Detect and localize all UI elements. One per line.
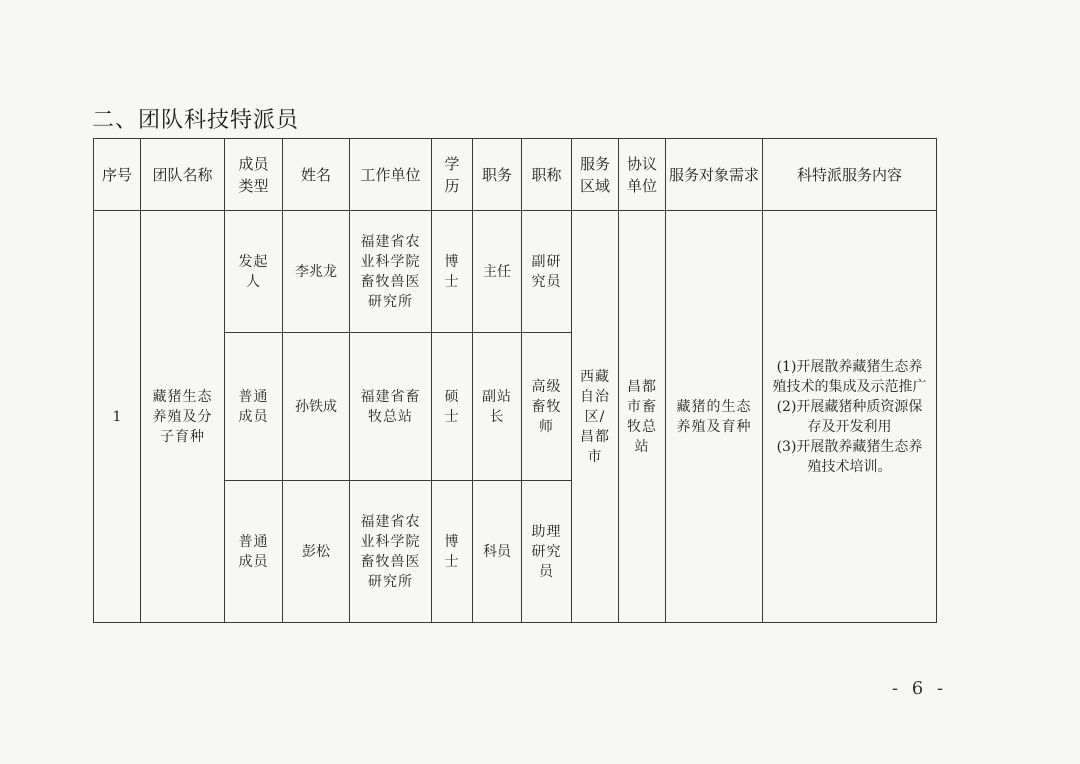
content-item: (3)开展散养藏猪生态养殖技术培训。 bbox=[776, 438, 923, 475]
header-education: 学历 bbox=[432, 139, 473, 211]
member-type: 发起人 bbox=[225, 211, 283, 333]
header-name: 姓名 bbox=[283, 139, 350, 211]
member-name: 彭松 bbox=[283, 481, 350, 623]
header-title: 职称 bbox=[522, 139, 572, 211]
partner-unit: 昌都市畜牧总站 bbox=[619, 211, 666, 623]
member-unit: 福建省农业科学院畜牧兽医研究所 bbox=[350, 481, 432, 623]
member-name: 李兆龙 bbox=[283, 211, 350, 333]
member-title: 助理研究员 bbox=[522, 481, 572, 623]
header-team-name: 团队名称 bbox=[141, 139, 225, 211]
table-header-row bbox=[94, 139, 937, 211]
header-partner-unit: 协议单位 bbox=[619, 139, 666, 211]
member-education: 硕士 bbox=[432, 333, 473, 481]
team-name: 藏猪生态养殖及分子育种 bbox=[141, 211, 225, 623]
member-type: 普通成员 bbox=[225, 333, 283, 481]
member-education: 博士 bbox=[432, 481, 473, 623]
member-title: 高级畜牧师 bbox=[522, 333, 572, 481]
member-name: 孙铁成 bbox=[283, 333, 350, 481]
header-service-content: 科特派服务内容 bbox=[763, 139, 937, 211]
content-item: (1)开展散养藏猪生态养殖技术的集成及示范推广 bbox=[772, 358, 927, 395]
member-post: 科员 bbox=[473, 481, 522, 623]
page-number: - 6 - bbox=[892, 678, 948, 699]
content-item: (2)开展藏猪种质资源保存及开发利用 bbox=[776, 398, 923, 435]
table-row bbox=[94, 211, 937, 333]
member-post: 副站长 bbox=[473, 333, 522, 481]
header-service-need: 服务对象需求 bbox=[666, 139, 763, 211]
team-table bbox=[93, 138, 937, 623]
member-education: 博士 bbox=[432, 211, 473, 333]
service-content bbox=[763, 211, 937, 623]
header-service-region: 服务区域 bbox=[572, 139, 619, 211]
member-unit: 福建省畜牧总站 bbox=[350, 333, 432, 481]
header-member-type: 成员类型 bbox=[225, 139, 283, 211]
team-index: 1 bbox=[94, 211, 141, 623]
service-region: 西藏自治区/昌都市 bbox=[572, 211, 619, 623]
header-work-unit: 工作单位 bbox=[350, 139, 432, 211]
header-index: 序号 bbox=[94, 139, 141, 211]
service-need: 藏猪的生态养殖及育种 bbox=[666, 211, 763, 623]
header-position: 职务 bbox=[473, 139, 522, 211]
member-unit: 福建省农业科学院畜牧兽医研究所 bbox=[350, 211, 432, 333]
member-title: 副研究员 bbox=[522, 211, 572, 333]
section-heading: 二、团队科技特派员 bbox=[92, 108, 300, 133]
member-post: 主任 bbox=[473, 211, 522, 333]
member-type: 普通成员 bbox=[225, 481, 283, 623]
